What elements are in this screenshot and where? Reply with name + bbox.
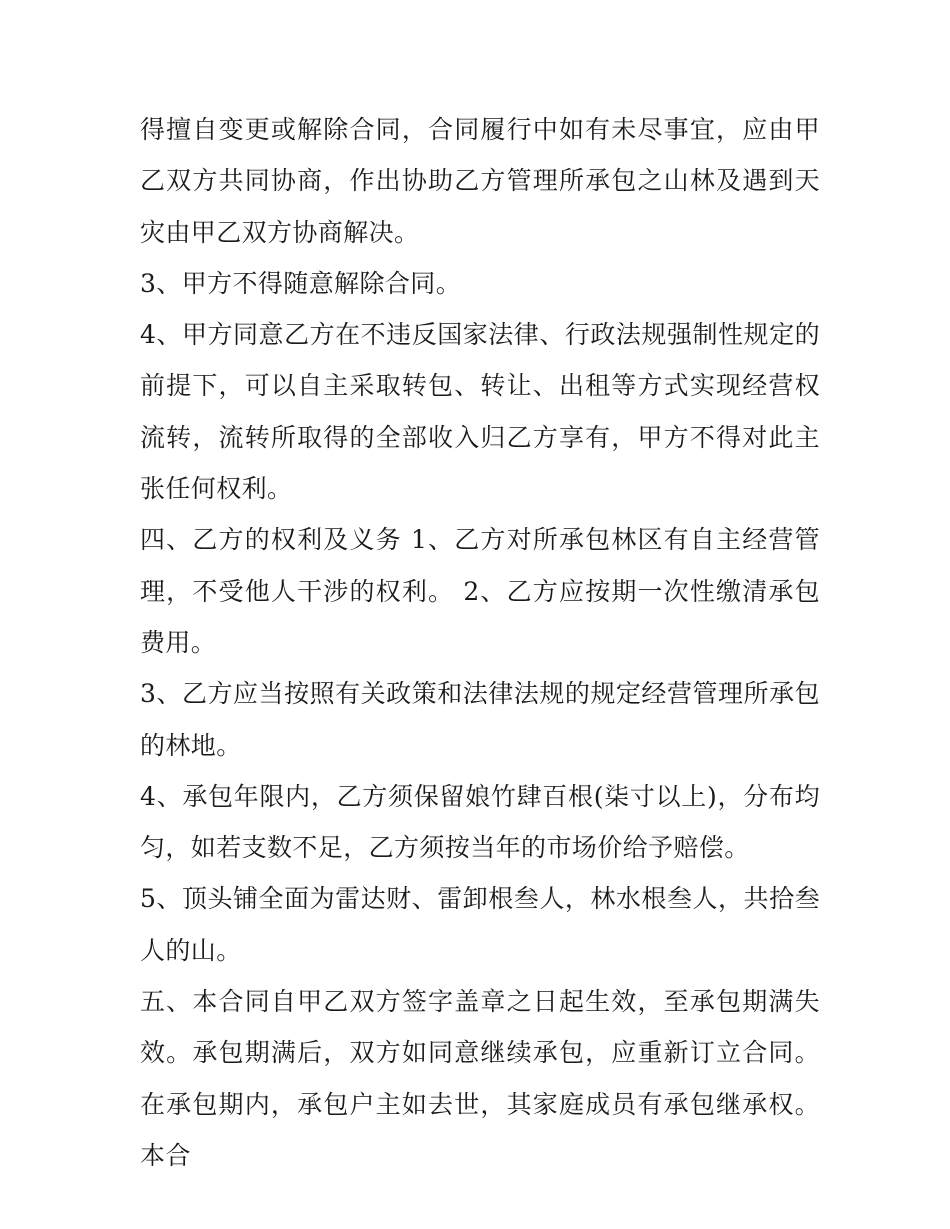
paragraph-clause-3-no-termination: 3、甲方不得随意解除合同。 (140, 268, 462, 298)
paragraph-clause-4-transfer-rights: 4、甲方同意乙方在不违反国家法律、行政法规强制性规定的前提下，可以自主采取转包、转让、出租等方式实现经营权流转，流转所取得的全部收入归乙方享有，甲方不得对此主张任何权利。 (140, 320, 820, 504)
paragraph-clause-5-mountain-owners: 5、顶头铺全面为雷达财、雷卸根叁人，林水根叁人，共拾叁人的山。 (140, 884, 820, 965)
paragraph-contract-changes: 得擅自变更或解除合同，合同履行中如有未尽事宜，应由甲乙双方共同协商，作出协助乙方管理所承包之山林及遇到天灾由甲乙双方协商解决。 (140, 115, 820, 247)
paragraph-clause-3-management: 3、乙方应当按照有关政策和法律法规的规定经营管理所承包的林地。 (140, 679, 820, 760)
paragraph-section-4-party-b-rights: 四、乙方的权利及义务 1、乙方对所承包林区有自主经营管理，不受他人干涉的权利。 2、乙方应按期一次性缴清承包费用。 (140, 525, 820, 657)
contract-body (140, 104, 820, 1181)
paragraph-section-5-effective-date: 五、本合同自甲乙双方签字盖章之日起生效，至承包期满失效。承包期满后，双方如同意继续承包，应重新订立合同。在承包期内，承包户主如去世，其家庭成员有承包继承权。本合 (140, 987, 820, 1170)
paragraph-clause-4-bamboo: 4、承包年限内，乙方须保留娘竹肆百根(柒寸以上)，分布均匀，如若支数不足，乙方须按当年的市场价给予赔偿。 (140, 781, 820, 863)
